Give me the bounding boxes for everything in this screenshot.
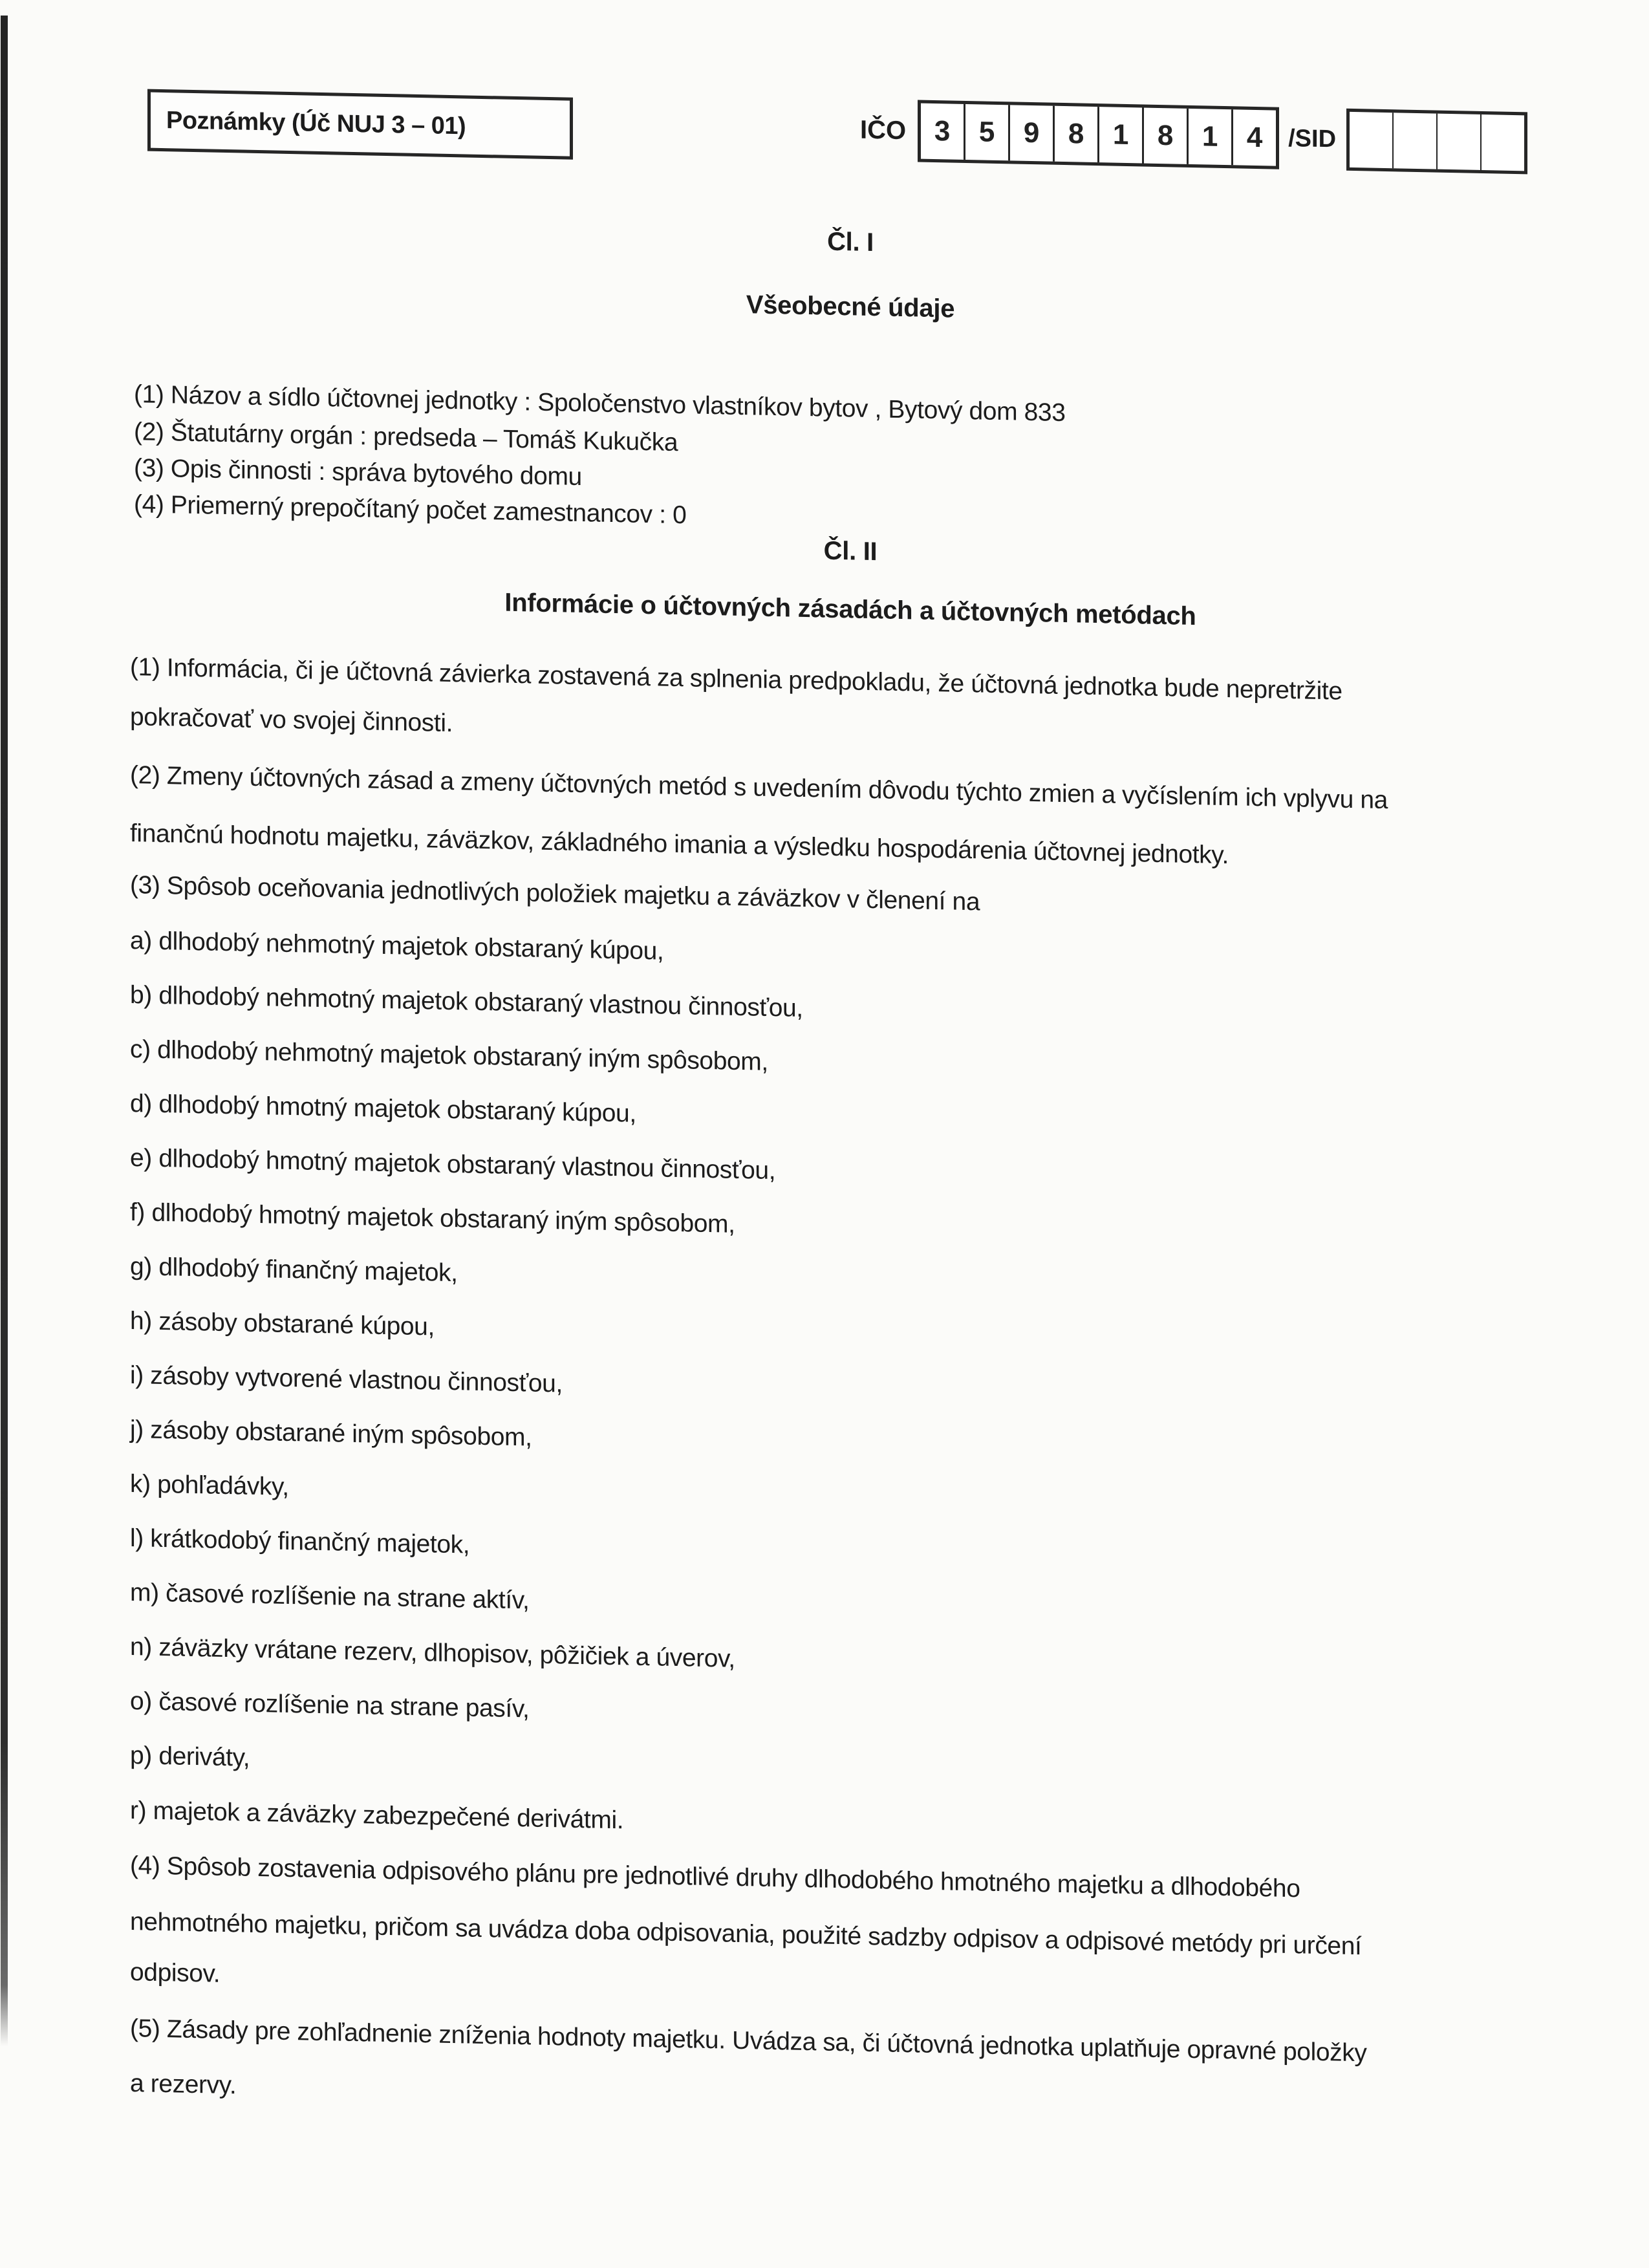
ico-label: IČO [860, 115, 907, 146]
general-info-item: (2) Štatutárny orgán : predseda – Tomáš Kukučka [134, 418, 678, 457]
general-info-item: (3) Opis činnosti : správa bytového domu [134, 454, 582, 491]
text-line: g) dlhodobý finančný majetok, [130, 1253, 458, 1288]
ico-digit-cell: 9 [1008, 105, 1053, 161]
text-line: m) časové rozlíšenie na strane aktív, [130, 1579, 530, 1615]
text-line: a) dlhodobý nehmotný majetok obstaraný kúpou, [130, 927, 664, 966]
text-line: f) dlhodobý hmotný majetok obstaraný iným spôsobom, [130, 1198, 735, 1238]
text-line: finančnú hodnotu majetku, záväzkov, základného imania a výsledku hospodárenia účtovnej jednotky. [130, 819, 1229, 870]
ico-digit-cell: 5 [964, 104, 1008, 160]
form-title-box [147, 89, 573, 160]
text-line: (2) Zmeny účtovných zásad a zmeny účtovných metód s uvedením dôvodu týchto zmien a vyčíslením ich vplyvu na [130, 761, 1388, 815]
text-line: h) zásoby obstarané kúpou, [130, 1307, 435, 1341]
sid-boxes [1346, 109, 1527, 175]
text-line: l) krátkodobý finančný majetok, [130, 1524, 470, 1559]
text-line: (3) Spôsob oceňovania jednotlivých položiek majetku a záväzkov v členení na [130, 871, 980, 916]
text-line: (4) Spôsob zostavenia odpisového plánu pre jednotlivé druhy dlhodobého hmotného majetku a dlhodobého [130, 1852, 1300, 1903]
ico-digit-boxes [918, 100, 1279, 169]
text-line: nehmotného majetku, pričom sa uvádza doba odpisovania, použité sadzby odpisov a odpisové metódy pri určení [130, 1908, 1362, 1961]
text-line: (1) Informácia, či je účtovná závierka zostavená za splnenia predpokladu, že účtovná jednotka bude nepretržite [130, 653, 1342, 706]
ico-digit-cell: 8 [1142, 107, 1187, 164]
text-line: pokračovať vo svojej činnosti. [130, 703, 453, 738]
sid-label: /SID [1288, 124, 1337, 153]
sid-cell [1436, 114, 1480, 170]
ico-digit-cell: 3 [934, 115, 951, 147]
article2-subheading: Informácie o účtovných zásadách a účtovných metódach [504, 588, 1196, 631]
text-line: j) zásoby obstarané iným spôsobom, [130, 1416, 532, 1452]
general-info-item: (4) Priemerný prepočítaný počet zamestnancov : 0 [134, 490, 687, 530]
text-line: d) dlhodobý hmotný majetok obstaraný kúpou, [130, 1090, 636, 1128]
text-line: p) deriváty, [130, 1742, 250, 1772]
text-line: i) zásoby vytvorené vlastnou činnosťou, [130, 1361, 563, 1398]
text-line: n) záväzky vrátane rezerv, dlhopisov, pôžičiek a úverov, [130, 1633, 735, 1673]
ico-digit-cell: 8 [1053, 106, 1097, 162]
ico-digit-cell: 1 [1097, 107, 1142, 163]
article2-heading: Čl. II [823, 536, 878, 567]
text-line: o) časové rozlíšenie na strane pasív, [130, 1687, 530, 1723]
text-line: odpisov. [130, 1958, 221, 1988]
article1-heading: Čl. I [827, 227, 874, 257]
sid-cell [1480, 114, 1524, 171]
ico-digit-cell: 4 [1231, 109, 1276, 166]
form-title: Poznámky (Úč NUJ 3 – 01) [166, 106, 466, 140]
ico-digit-cell: 1 [1187, 109, 1231, 165]
ico-row [860, 99, 1527, 175]
sid-cell [1350, 112, 1392, 168]
text-line: c) dlhodobý nehmotný majetok obstaraný iným spôsobom, [130, 1035, 768, 1076]
text-line: b) dlhodobý nehmotný majetok obstaraný vlastnou činnosťou, [130, 981, 803, 1022]
general-info-item: (1) Názov a sídlo účtovnej jednotky : Spoločenstvo vlastníkov bytov , Bytový dom 833 [134, 380, 1066, 427]
text-line: (5) Zásady pre zohľadnenie zníženia hodnoty majetku. Uvádza sa, či účtovná jednotka uplatňuje opravné položky [130, 2014, 1367, 2068]
text-line: a rezervy. [130, 2069, 237, 2100]
text-line: k) pohľadávky, [130, 1470, 289, 1501]
text-line: r) majetok a záväzky zabezpečené derivátmi. [130, 1797, 624, 1835]
text-line: e) dlhodobý hmotný majetok obstaraný vlastnou činnosťou, [130, 1144, 776, 1185]
sid-cell [1392, 113, 1436, 169]
article1-subheading: Všeobecné údaje [746, 290, 955, 323]
